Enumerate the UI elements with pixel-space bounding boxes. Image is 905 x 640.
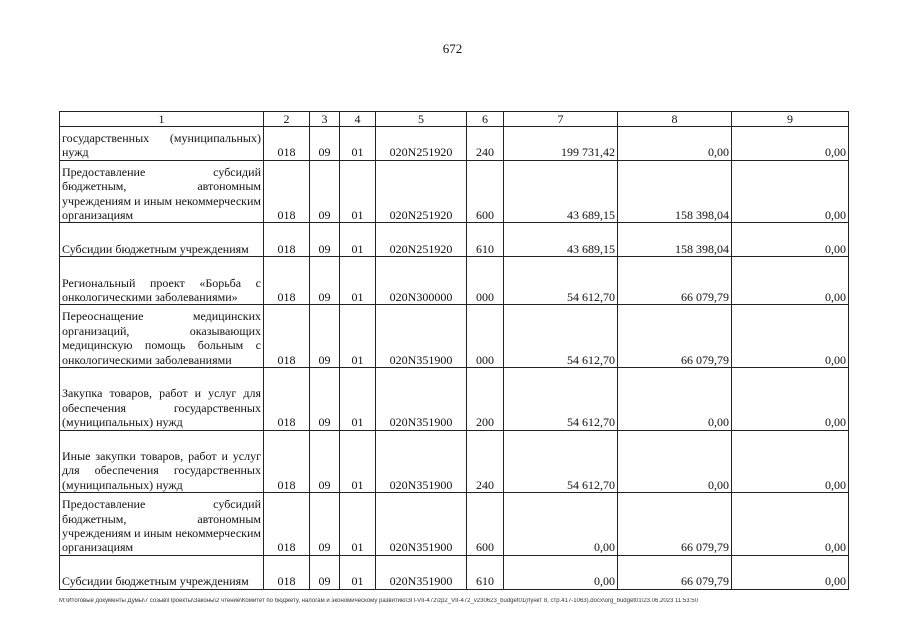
code-cell: 018 — [264, 223, 310, 257]
subsection-cell: 01 — [340, 257, 376, 305]
expense-type-cell: 600 — [467, 493, 504, 556]
section-cell: 09 — [310, 127, 340, 161]
section-cell: 09 — [310, 367, 340, 430]
amount-col9-cell: 0,00 — [732, 223, 849, 257]
amount-col7-cell: 199 731,42 — [504, 127, 618, 161]
amount-col9-cell: 0,00 — [732, 430, 849, 493]
header-cell: 1 — [60, 112, 264, 127]
amount-col8-cell: 0,00 — [618, 127, 732, 161]
table-header-row — [60, 112, 849, 127]
row-name-cell: Субсидии бюджетным учреждениям — [60, 555, 264, 589]
amount-col9-cell: 0,00 — [732, 305, 849, 368]
row-name-cell: Закупка товаров, работ и услуг для обеспечения государственных (муниципальных) нужд — [60, 367, 264, 430]
amount-col8-cell: 158 398,04 — [618, 223, 732, 257]
amount-col9-cell: 0,00 — [732, 367, 849, 430]
amount-col8-cell: 158 398,04 — [618, 160, 732, 223]
header-cell: 6 — [467, 112, 504, 127]
header-cell: 3 — [310, 112, 340, 127]
subsection-cell: 01 — [340, 367, 376, 430]
target-article-cell: 020N300000 — [376, 257, 467, 305]
expense-type-cell: 240 — [467, 430, 504, 493]
table-row — [60, 430, 849, 493]
code-cell: 018 — [264, 493, 310, 556]
code-cell: 018 — [264, 257, 310, 305]
table-row — [60, 160, 849, 223]
row-name-cell: Переоснащение медицинских организаций, оказывающих медицинскую помощь больным с онкологическими заболеваниями — [60, 305, 264, 368]
row-name-cell: Предоставление субсидий бюджетным, автономным учреждениям и иным некоммерческим организациям — [60, 493, 264, 556]
code-cell: 018 — [264, 305, 310, 368]
expense-type-cell: 000 — [467, 305, 504, 368]
amount-col7-cell: 43 689,15 — [504, 223, 618, 257]
amount-col8-cell: 0,00 — [618, 430, 732, 493]
table-row — [60, 493, 849, 556]
amount-col8-cell: 66 079,79 — [618, 257, 732, 305]
header-cell: 8 — [618, 112, 732, 127]
code-cell: 018 — [264, 430, 310, 493]
expense-type-cell: 610 — [467, 555, 504, 589]
table-row — [60, 305, 849, 368]
subsection-cell: 01 — [340, 160, 376, 223]
target-article-cell: 020N251920 — [376, 127, 467, 161]
table-row — [60, 257, 849, 305]
amount-col8-cell: 66 079,79 — [618, 305, 732, 368]
section-cell: 09 — [310, 223, 340, 257]
row-name-cell: Иные закупки товаров, работ и услуг для обеспечения государственных (муниципальных) нужд — [60, 430, 264, 493]
amount-col8-cell: 0,00 — [618, 367, 732, 430]
row-name-cell: Предоставление субсидий бюджетным, автономным учреждениям и иным некоммерческим организациям — [60, 160, 264, 223]
header-cell: 5 — [376, 112, 467, 127]
code-cell: 018 — [264, 555, 310, 589]
row-name-cell: Региональный проект «Борьба с онкологическими заболеваниями» — [60, 257, 264, 305]
amount-col9-cell: 0,00 — [732, 160, 849, 223]
expense-type-cell: 000 — [467, 257, 504, 305]
subsection-cell: 01 — [340, 493, 376, 556]
subsection-cell: 01 — [340, 430, 376, 493]
target-article-cell: 020N351900 — [376, 430, 467, 493]
amount-col7-cell: 54 612,70 — [504, 430, 618, 493]
target-article-cell: 020N251920 — [376, 160, 467, 223]
code-cell: 018 — [264, 127, 310, 161]
budget-table — [59, 111, 849, 590]
table-row — [60, 367, 849, 430]
subsection-cell: 01 — [340, 127, 376, 161]
target-article-cell: 020N351900 — [376, 555, 467, 589]
code-cell: 018 — [264, 160, 310, 223]
expense-type-cell: 610 — [467, 223, 504, 257]
section-cell: 09 — [310, 160, 340, 223]
header-cell: 2 — [264, 112, 310, 127]
table-row — [60, 555, 849, 589]
code-cell: 018 — [264, 367, 310, 430]
amount-col8-cell: 66 079,79 — [618, 555, 732, 589]
page-number: 672 — [442, 41, 463, 56]
amount-col9-cell: 0,00 — [732, 257, 849, 305]
target-article-cell: 020N251920 — [376, 223, 467, 257]
amount-col7-cell: 54 612,70 — [504, 367, 618, 430]
amount-col7-cell: 43 689,15 — [504, 160, 618, 223]
table-row — [60, 127, 849, 161]
expense-type-cell: 200 — [467, 367, 504, 430]
section-cell: 09 — [310, 305, 340, 368]
row-name-cell: Субсидии бюджетным учреждениям — [60, 223, 264, 257]
amount-col7-cell: 54 612,70 — [504, 305, 618, 368]
section-cell: 09 — [310, 257, 340, 305]
amount-col9-cell: 0,00 — [732, 555, 849, 589]
section-cell: 09 — [310, 555, 340, 589]
amount-col7-cell: 0,00 — [504, 493, 618, 556]
subsection-cell: 01 — [340, 305, 376, 368]
amount-col7-cell: 0,00 — [504, 555, 618, 589]
expense-type-cell: 240 — [467, 127, 504, 161]
amount-col7-cell: 54 612,70 — [504, 257, 618, 305]
section-cell: 09 — [310, 493, 340, 556]
subsection-cell: 01 — [340, 555, 376, 589]
header-cell: 7 — [504, 112, 618, 127]
amount-col9-cell: 0,00 — [732, 493, 849, 556]
target-article-cell: 020N351900 — [376, 493, 467, 556]
table-row — [60, 223, 849, 257]
header-cell: 9 — [732, 112, 849, 127]
subsection-cell: 01 — [340, 223, 376, 257]
row-name-cell: государственных (муниципальных) нужд — [60, 127, 264, 161]
amount-col8-cell: 66 079,79 — [618, 493, 732, 556]
section-cell: 09 — [310, 430, 340, 493]
target-article-cell: 020N351900 — [376, 367, 467, 430]
target-article-cell: 020N351900 — [376, 305, 467, 368]
header-cell: 4 — [340, 112, 376, 127]
document-path-footer: M:\Итоговые документы Думы\7 созыв\Проекты\Законы\2 чтение\Комитет по бюджету, налогам и экономическому развитию\ЗП-VII-472\zp2_VII-472_v230623_budget01(пункт 8, стр.417-1063).docx\org_budget01\23.06.2023 11:53:50 — [59, 598, 698, 604]
expense-type-cell: 600 — [467, 160, 504, 223]
amount-col9-cell: 0,00 — [732, 127, 849, 161]
